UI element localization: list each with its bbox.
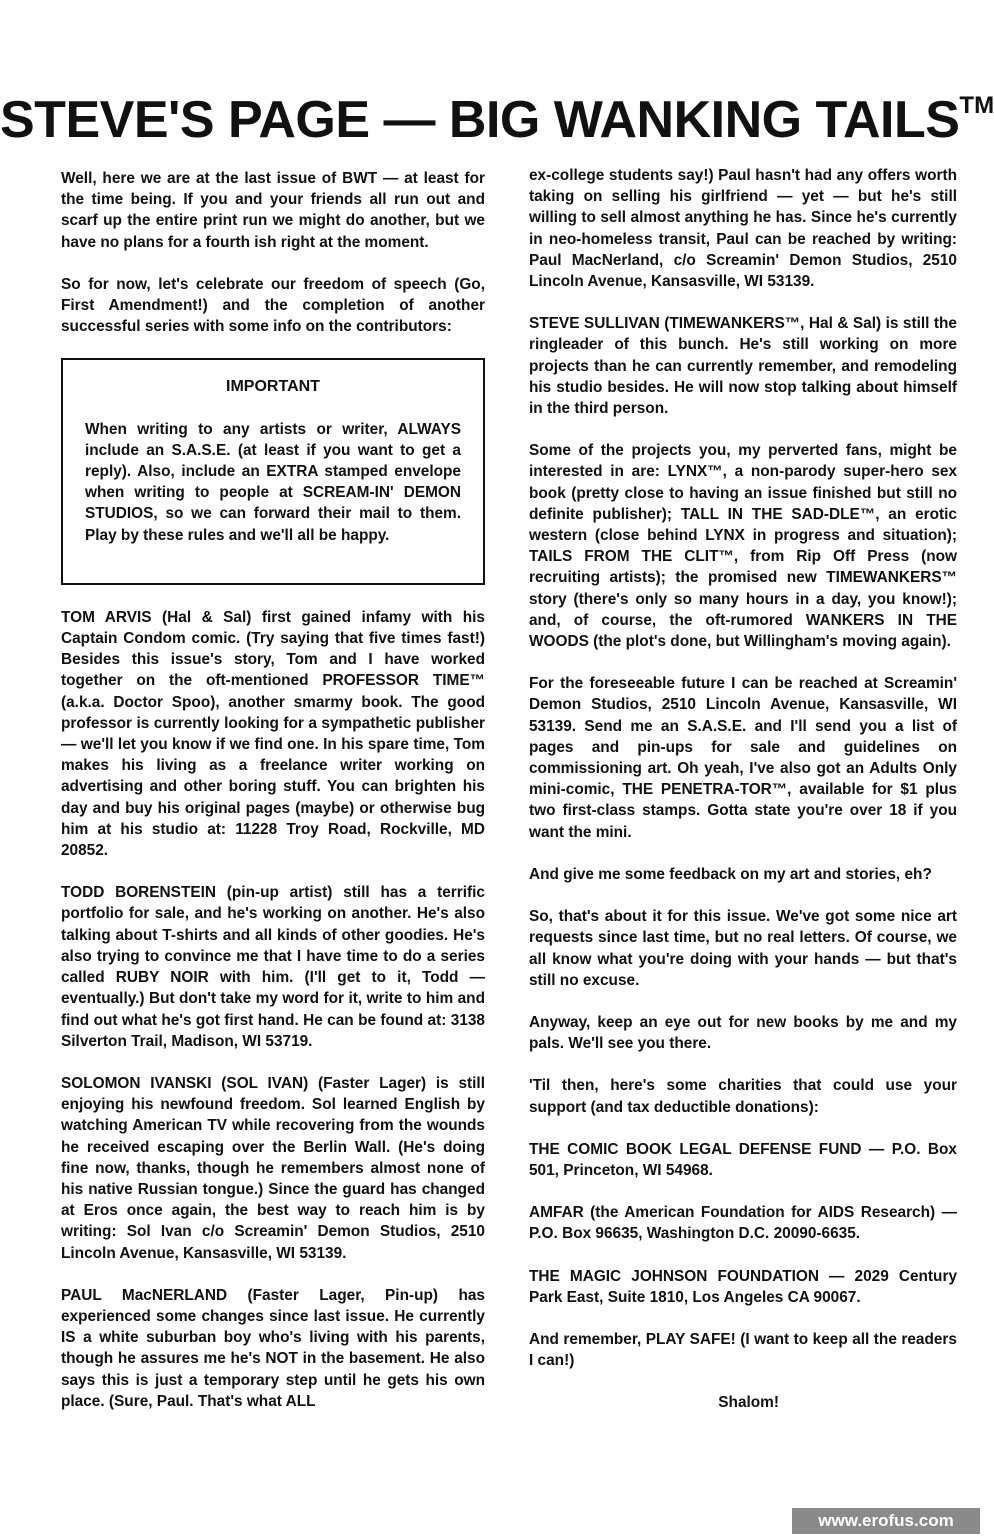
signoff-text: Shalom! xyxy=(718,1394,779,1412)
left-column xyxy=(61,168,485,1433)
important-notice-box xyxy=(61,358,485,584)
page-title-text: STEVE'S PAGE — BIG WANKING TAILS xyxy=(0,91,960,149)
issue-end-paragraph: So, that's about it for this issue. We've got some nice art requests since last time, but no real letters. Of course, we all know what you're doing with your hands — but that's still no excuse. xyxy=(529,908,957,989)
intro-paragraph-1: Well, here we are at the last issue of BWT — at least for the time being. If you and your friends all run out and scarf up the entire print run we might do another, but we have no plans for a fourth ish right at the moment. xyxy=(61,170,485,251)
play-safe-paragraph: And remember, PLAY SAFE! (I want to keep all the readers I can!) xyxy=(529,1330,957,1370)
trademark-symbol: TM xyxy=(959,92,994,119)
watermark-text: www.erofus.com xyxy=(818,1511,954,1530)
charity-magic-johnson: THE MAGIC JOHNSON FOUNDATION — 2029 Century Park East, Suite 1810, Los Angeles CA 90067. xyxy=(529,1267,957,1306)
projects-paragraph: Some of the projects you, my perverted fans, might be interested in are: LYNX™, a non-parody super-hero sex book (pretty close to having an issue finished but still no definite publisher); TALL IN THE SAD-DLE™, an erotic western (close behind LYNX in progress and situation); TAILS FROM THE CLIT™, from Rip Off Press (now recruiting artists); the promised new TIMEWANKERS™ story (there's only so many hours in a day, you know!); and, of course, the oft-rumored WANKERS IN THE WOODS (the plot's done, but Willingham's moving again). xyxy=(529,442,957,651)
charities-intro-paragraph: 'Til then, here's some charities that could use your support (and tax deductible donations): xyxy=(529,1077,957,1116)
contributor-paul-macnerland: PAUL MacNERLAND (Faster Lager, Pin-up) has experienced some changes since last issue. He currently IS a white suburban boy who's living with his parents, though he assures me he's NOT in the basement. He also says this is just a temporary step until he gets his own place. (Sure, Paul. That's what ALL xyxy=(61,1286,485,1410)
feedback-paragraph: And give me some feedback on my art and stories, eh? xyxy=(529,865,932,883)
keep-eye-paragraph: Anyway, keep an eye out for new books by me and my pals. We'll see you there. xyxy=(529,1013,957,1053)
contributor-tom-arvis: TOM ARVIS (Hal & Sal) first gained infamy with his Captain Condom comic. (Try saying that five times fast!) Besides this issue's story, Tom and I have worked together on the oft-mentioned PROFESSOR TIME™ (a.k.a. Doctor Spoo), another smarmy book. The good professor is currently looking for a sympathetic publisher — we'll let you know if we find one. In his spare time, Tom makes his living as a freelance writer working on advertising and other boring stuff. You can brighten his day and buy his original pages (maybe) or otherwise bug him at his studio at: 11228 Troy Road, Rockville, MD 20852. xyxy=(61,608,485,860)
contributor-todd-borenstein: TODD BORENSTEIN (pin-up artist) still has a terrific portfolio for sale, and he's working on another. He's also talking about T-shirts and all kinds of other goodies. He's also trying to convince me that I have time to do a series called RUBY NOIR with him. (I'll get to it, Todd — eventually.) But don't take my word for it, write to him and find out what he's got first hand. He can be found at: 3138 Silverton Trail, Madison, WI 53719. xyxy=(61,884,485,1050)
contributor-steve-sullivan: STEVE SULLIVAN (TIMEWANKERS™, Hal & Sal) is still the ringleader of this bunch. He's still working on more projects than he can currently remember, and remodeling his studio besides. He will now stop talking about himself in the third person. xyxy=(529,315,957,418)
right-column xyxy=(529,165,957,1435)
page-title xyxy=(0,76,994,150)
important-notice-title: IMPORTANT xyxy=(226,378,320,396)
contributor-paul-macnerland-continued: ex-college students say!) Paul hasn't had any offers worth taking on selling his girlfriend — yet — but he's still willing to sell almost anything he has. Since he's currently in neo-homeless transit, Paul can be reached by writing: Paul MacNerland, c/o Screamin' Demon Studios, 2510 Lincoln Avenue, Kansasville, WI 53139. xyxy=(529,167,957,291)
charity-amfar: AMFAR (the American Foundation for AIDS Research) — P.O. Box 96635, Washington D.C. 20090-6635. xyxy=(529,1204,957,1243)
intro-paragraph-2: So for now, let's celebrate our freedom of speech (Go, First Amendment!) and the completion of another successful series with some info on the contributors: xyxy=(61,275,485,336)
contact-paragraph: For the foreseeable future I can be reached at Screamin' Demon Studios, 2510 Lincoln Avenue, Kansasville, WI 53139. Send me an S.A.S.E. and I'll send you a list of pages and pin-ups for sale and guidelines on commissioning art. Oh yeah, I've also got an Adults Only mini-comic, THE PENETRA-TOR™, available for $1 plus two first-class stamps. Gotta state you're over 18 if you want the mini. xyxy=(529,675,957,841)
contributor-solomon-ivanski: SOLOMON IVANSKI (SOL IVAN) (Faster Lager) is still enjoying his newfound freedom. Sol learned English by watching American TV while recovering from the wounds he received escaping over the Berlin Wall. (He's doing fine now, thanks, though he remembers almost none of his native Russian tongue.) Since the guard has changed at Eros once again, the best way to reach him is by writing: Sol Ivan c/o Screamin' Demon Studios, 2510 Lincoln Avenue, Kansasville, WI 53139. xyxy=(61,1074,485,1262)
charity-cbldf: THE COMIC BOOK LEGAL DEFENSE FUND — P.O. Box 501, Princeton, WI 54968. xyxy=(529,1140,957,1179)
watermark-badge xyxy=(792,1508,980,1534)
important-notice-body: When writing to any artists or writer, ALWAYS include an S.A.S.E. (at least if you want to get a reply). Also, include an EXTRA stamped envelope when writing to people at SCREAM-IN' DEMON STUDIOS, so we can forward their mail to them. Play by these rules and we'll all be happy. xyxy=(85,420,461,544)
